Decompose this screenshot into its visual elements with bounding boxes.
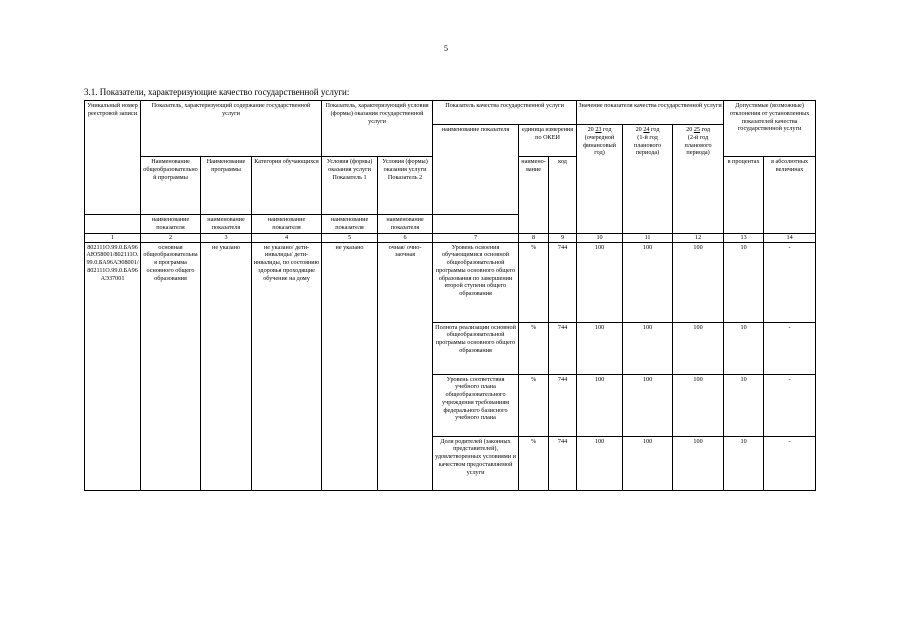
indicator-name: Полнота реализации основной общеобразовательной программы основного общего образования <box>433 322 519 374</box>
table-row <box>85 242 816 322</box>
header-year2: 20 24 год (1-й год планового периода) <box>623 125 673 234</box>
header-program-name: Наименование общеобразовательной программы <box>141 157 201 215</box>
record-program: основная общеобразовательная программа основного общего образования <box>141 242 201 490</box>
indicator-abs: - <box>764 242 816 322</box>
header-empty <box>433 215 519 234</box>
record-condition2: очная/ очно-заочная <box>378 242 433 490</box>
indicator-v3: 100 <box>673 242 724 322</box>
header-in-absolute: в абсолютных величинах <box>764 157 816 234</box>
quality-indicators-table <box>84 100 816 491</box>
indicator-v2: 100 <box>623 436 673 490</box>
col-num: 1 <box>85 233 141 242</box>
indicator-pct: 10 <box>724 436 764 490</box>
page-number: 5 <box>444 44 448 53</box>
indicator-v3: 100 <box>673 322 724 374</box>
indicator-code: 744 <box>549 374 577 436</box>
record-program-type: не указано <box>201 242 252 490</box>
col-num: 3 <box>201 233 252 242</box>
indicator-v2: 100 <box>623 322 673 374</box>
header-empty <box>85 215 141 234</box>
header-in-percent: в процентах <box>724 157 764 234</box>
indicator-pct: 10 <box>724 322 764 374</box>
indicator-v2: 100 <box>623 374 673 436</box>
col-num: 8 <box>519 233 549 242</box>
header-unique-number: Уникальный номер реестровой записи <box>85 101 141 215</box>
column-numbers-row <box>85 233 816 242</box>
header-name-3: наименование показателя <box>252 215 322 234</box>
col-num: 13 <box>724 233 764 242</box>
indicator-pct: 10 <box>724 374 764 436</box>
indicator-code: 744 <box>549 322 577 374</box>
indicator-abs: - <box>764 322 816 374</box>
indicator-unit: % <box>519 322 549 374</box>
header-name-2: наименование показателя <box>201 215 252 234</box>
col-num: 6 <box>378 233 433 242</box>
header-conditions1: Условия (формы) оказания услуги Показатель 1 <box>322 157 378 215</box>
section-title: 3.1. Показатели, характеризующие качество государственной услуги: <box>84 87 350 97</box>
indicator-unit: % <box>519 374 549 436</box>
header-indicator-name: наименование показателя <box>433 125 519 215</box>
record-unique-number: 802111О.99.0.БА96АЮ58001/802111О.99.0.БА96АЭ08001/802111О.99.0.БА96АЭ37001 <box>85 242 141 490</box>
record-category: не указано/ дети-инвалиды/ дети-инвалиды, по состоянию здоровья проходящие обучение на дому <box>252 242 322 490</box>
indicator-v1: 100 <box>577 242 623 322</box>
indicator-code: 744 <box>549 436 577 490</box>
header-program-label: Наименование программы <box>201 157 252 215</box>
header-unit-code: код <box>549 157 577 234</box>
header-year3: 20 25 год (2-й год планового периода) <box>673 125 724 234</box>
header-year1: 20 23 год (очередной финансовый год) <box>577 125 623 234</box>
indicator-code: 744 <box>549 242 577 322</box>
indicator-v1: 100 <box>577 436 623 490</box>
indicator-pct: 10 <box>724 242 764 322</box>
col-num: 11 <box>623 233 673 242</box>
header-name-5: наименование показателя <box>378 215 433 234</box>
header-unit: единица измерения по ОКЕИ <box>519 125 577 157</box>
indicator-unit: % <box>519 242 549 322</box>
indicator-name: Доля родителей (законных представителей), удовлетворенных условиями и качеством предоставляемой услуги <box>433 436 519 490</box>
header-student-category: Категория обучающихся <box>252 157 322 215</box>
indicator-unit: % <box>519 436 549 490</box>
header-name-4: наименование показателя <box>322 215 378 234</box>
header-content-indicator: Показатель, характеризующий содержание государственной услуги <box>141 101 322 157</box>
indicator-v3: 100 <box>673 436 724 490</box>
header-unit-name: наимено-вание <box>519 157 549 234</box>
indicator-v1: 100 <box>577 322 623 374</box>
indicator-v1: 100 <box>577 374 623 436</box>
header-conditions-indicator: Показатель, характеризующий условия (формы) оказания государственной услуги <box>322 101 433 157</box>
col-num: 7 <box>433 233 519 242</box>
col-num: 2 <box>141 233 201 242</box>
header-deviations: Допустимые (возможные) отклонения от установленных показателей качества государственной услуги <box>724 101 816 157</box>
header-conditions2: Условия (формы) оказания услуги Показатель 2 <box>378 157 433 215</box>
header-quality-indicator: Показатель качества государственной услуги <box>433 101 577 125</box>
indicator-name: Уровень соответствия учебного плана общеобразовательного учреждения требованиям федерального базисного учебного плана <box>433 374 519 436</box>
col-num: 12 <box>673 233 724 242</box>
indicator-abs: - <box>764 374 816 436</box>
indicator-abs: - <box>764 436 816 490</box>
col-num: 9 <box>549 233 577 242</box>
col-num: 4 <box>252 233 322 242</box>
indicator-v2: 100 <box>623 242 673 322</box>
indicator-name: Уровень освоения обучающимися основной общеобразовательной программы основного общего образования по завершении второй ступени общего образования <box>433 242 519 322</box>
header-name-1: наименование показателя <box>141 215 201 234</box>
header-quality-value: Значение показателя качества государственной услуги <box>577 101 724 125</box>
indicator-v3: 100 <box>673 374 724 436</box>
col-num: 10 <box>577 233 623 242</box>
col-num: 14 <box>764 233 816 242</box>
record-condition1: не указано <box>322 242 378 490</box>
col-num: 5 <box>322 233 378 242</box>
